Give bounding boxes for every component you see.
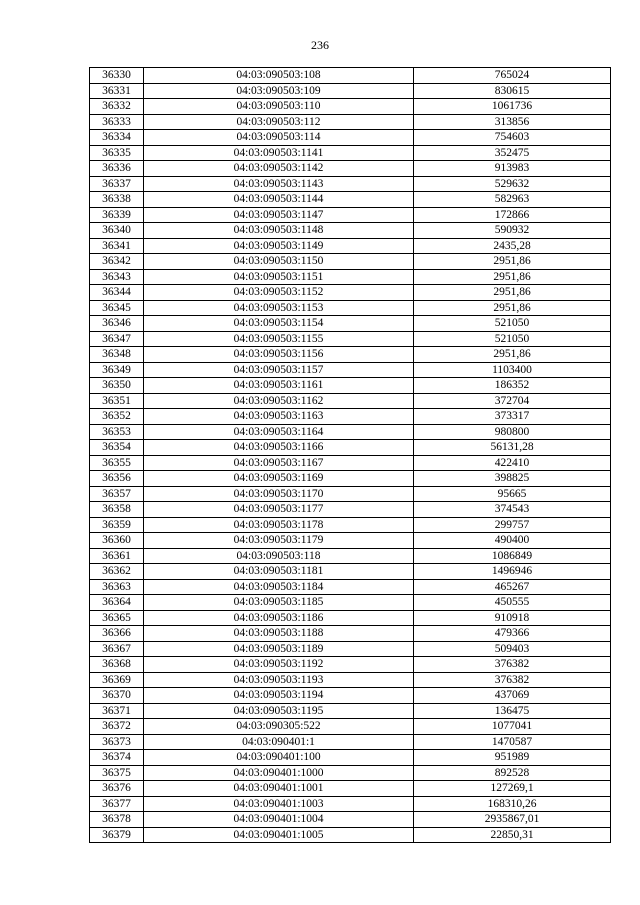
cadastral-value-cell: 521050 [414,316,611,332]
row-number-cell: 36351 [90,393,144,409]
cadastral-number-cell: 04:03:090503:1192 [144,657,414,673]
row-number-cell: 36364 [90,595,144,611]
cadastral-number-cell: 04:03:090503:1177 [144,502,414,518]
table-row [90,83,611,99]
cadastral-number-cell: 04:03:090503:1179 [144,533,414,549]
row-number-cell: 36360 [90,533,144,549]
cadastral-number-cell: 04:03:090503:1194 [144,688,414,704]
row-number-cell: 36365 [90,610,144,626]
table-row [90,502,611,518]
table-row [90,176,611,192]
cadastral-value-cell: 352475 [414,145,611,161]
row-number-cell: 36347 [90,331,144,347]
table-row [90,548,611,564]
table-row [90,827,611,843]
table-row [90,765,611,781]
row-number-cell: 36348 [90,347,144,363]
cadastral-number-cell: 04:03:090503:1166 [144,440,414,456]
table-row [90,781,611,797]
table-row [90,223,611,239]
cadastral-value-cell: 2951,86 [414,285,611,301]
table-row [90,269,611,285]
cadastral-value-cell: 1103400 [414,362,611,378]
table-row [90,254,611,270]
table-row [90,688,611,704]
cadastral-value-cell: 299757 [414,517,611,533]
table-body [90,68,611,843]
table-row [90,362,611,378]
cadastral-number-cell: 04:03:090503:1156 [144,347,414,363]
cadastral-value-cell: 372704 [414,393,611,409]
cadastral-value-cell: 374543 [414,502,611,518]
row-number-cell: 36344 [90,285,144,301]
row-number-cell: 36342 [90,254,144,270]
row-number-cell: 36379 [90,827,144,843]
cadastral-number-cell: 04:03:090503:1188 [144,626,414,642]
table-row [90,750,611,766]
row-number-cell: 36332 [90,99,144,115]
cadastral-value-cell: 136475 [414,703,611,719]
row-number-cell: 36378 [90,812,144,828]
cadastral-value-cell: 422410 [414,455,611,471]
table-row [90,331,611,347]
cadastral-number-cell: 04:03:090503:1195 [144,703,414,719]
cadastral-value-cell: 56131,28 [414,440,611,456]
cadastral-value-cell: 2951,86 [414,254,611,270]
table-row [90,393,611,409]
row-number-cell: 36370 [90,688,144,704]
table-row [90,657,611,673]
cadastral-number-cell: 04:03:090503:1178 [144,517,414,533]
table-row [90,610,611,626]
row-number-cell: 36361 [90,548,144,564]
cadastral-value-cell: 910918 [414,610,611,626]
cadastral-value-cell: 437069 [414,688,611,704]
row-number-cell: 36345 [90,300,144,316]
cadastral-value-cell: 521050 [414,331,611,347]
table-row [90,471,611,487]
cadastral-value-cell: 172866 [414,207,611,223]
cadastral-value-cell: 127269,1 [414,781,611,797]
cadastral-value-cell: 582963 [414,192,611,208]
table-row [90,486,611,502]
cadastral-value-cell: 1077041 [414,719,611,735]
cadastral-value-cell: 490400 [414,533,611,549]
row-number-cell: 36339 [90,207,144,223]
cadastral-number-cell: 04:03:090503:114 [144,130,414,146]
table-row [90,672,611,688]
cadastral-number-cell: 04:03:090503:1189 [144,641,414,657]
cadastral-number-cell: 04:03:090503:112 [144,114,414,130]
row-number-cell: 36374 [90,750,144,766]
table-row [90,564,611,580]
table-row [90,145,611,161]
cadastral-number-cell: 04:03:090503:1150 [144,254,414,270]
cadastral-value-cell: 765024 [414,68,611,84]
table-row [90,161,611,177]
cadastral-number-cell: 04:03:090401:1005 [144,827,414,843]
cadastral-number-cell: 04:03:090503:1153 [144,300,414,316]
cadastral-value-cell: 509403 [414,641,611,657]
cadastral-value-cell: 529632 [414,176,611,192]
cadastral-number-cell: 04:03:090503:109 [144,83,414,99]
table-row [90,347,611,363]
cadastral-number-cell: 04:03:090503:1151 [144,269,414,285]
cadastral-value-cell: 376382 [414,657,611,673]
cadastral-value-cell: 951989 [414,750,611,766]
cadastral-value-cell: 398825 [414,471,611,487]
cadastral-number-cell: 04:03:090503:1142 [144,161,414,177]
row-number-cell: 36354 [90,440,144,456]
cadastral-value-table [89,67,611,843]
cadastral-number-cell: 04:03:090503:1164 [144,424,414,440]
row-number-cell: 36369 [90,672,144,688]
cadastral-value-cell: 980800 [414,424,611,440]
row-number-cell: 36346 [90,316,144,332]
row-number-cell: 36340 [90,223,144,239]
cadastral-number-cell: 04:03:090503:1161 [144,378,414,394]
table-row [90,192,611,208]
cadastral-number-cell: 04:03:090503:108 [144,68,414,84]
cadastral-value-cell: 479366 [414,626,611,642]
cadastral-number-cell: 04:03:090503:1162 [144,393,414,409]
row-number-cell: 36352 [90,409,144,425]
cadastral-value-cell: 373317 [414,409,611,425]
cadastral-number-cell: 04:03:090503:1152 [144,285,414,301]
cadastral-value-cell: 590932 [414,223,611,239]
table-row [90,641,611,657]
cadastral-number-cell: 04:03:090503:1155 [144,331,414,347]
row-number-cell: 36341 [90,238,144,254]
cadastral-number-cell: 04:03:090503:1154 [144,316,414,332]
cadastral-value-cell: 376382 [414,672,611,688]
table-row [90,796,611,812]
row-number-cell: 36350 [90,378,144,394]
cadastral-value-cell: 892528 [414,765,611,781]
row-number-cell: 36366 [90,626,144,642]
cadastral-number-cell: 04:03:090401:1000 [144,765,414,781]
cadastral-value-cell: 2951,86 [414,347,611,363]
row-number-cell: 36356 [90,471,144,487]
cadastral-number-cell: 04:03:090503:1141 [144,145,414,161]
cadastral-number-cell: 04:03:090503:1193 [144,672,414,688]
row-number-cell: 36334 [90,130,144,146]
table-row [90,285,611,301]
cadastral-number-cell: 04:03:090503:1167 [144,455,414,471]
cadastral-value-cell: 1061736 [414,99,611,115]
table-row [90,626,611,642]
cadastral-number-cell: 04:03:090503:1163 [144,409,414,425]
row-number-cell: 36377 [90,796,144,812]
table-row [90,99,611,115]
cadastral-number-cell: 04:03:090503:1169 [144,471,414,487]
row-number-cell: 36353 [90,424,144,440]
cadastral-value-cell: 313856 [414,114,611,130]
page-number: 236 [311,38,329,52]
cadastral-number-cell: 04:03:090503:110 [144,99,414,115]
table-row [90,440,611,456]
cadastral-number-cell: 04:03:090305:522 [144,719,414,735]
row-number-cell: 36357 [90,486,144,502]
cadastral-number-cell: 04:03:090503:118 [144,548,414,564]
row-number-cell: 36367 [90,641,144,657]
row-number-cell: 36372 [90,719,144,735]
table-row [90,316,611,332]
cadastral-value-cell: 22850,31 [414,827,611,843]
cadastral-value-cell: 1496946 [414,564,611,580]
cadastral-number-cell: 04:03:090503:1157 [144,362,414,378]
cadastral-value-cell: 2935867,01 [414,812,611,828]
row-number-cell: 36371 [90,703,144,719]
cadastral-number-cell: 04:03:090503:1170 [144,486,414,502]
cadastral-value-cell: 168310,26 [414,796,611,812]
cadastral-number-cell: 04:03:090503:1184 [144,579,414,595]
table-row [90,455,611,471]
cadastral-number-cell: 04:03:090401:1004 [144,812,414,828]
cadastral-number-cell: 04:03:090401:100 [144,750,414,766]
row-number-cell: 36376 [90,781,144,797]
table-row [90,114,611,130]
table-row [90,300,611,316]
cadastral-number-cell: 04:03:090503:1181 [144,564,414,580]
table-row [90,207,611,223]
row-number-cell: 36331 [90,83,144,99]
row-number-cell: 36373 [90,734,144,750]
table-row [90,734,611,750]
cadastral-number-cell: 04:03:090503:1185 [144,595,414,611]
row-number-cell: 36362 [90,564,144,580]
row-number-cell: 36330 [90,68,144,84]
table-row [90,68,611,84]
row-number-cell: 36335 [90,145,144,161]
row-number-cell: 36333 [90,114,144,130]
cadastral-number-cell: 04:03:090503:1144 [144,192,414,208]
row-number-cell: 36359 [90,517,144,533]
row-number-cell: 36343 [90,269,144,285]
cadastral-number-cell: 04:03:090503:1147 [144,207,414,223]
table-row [90,703,611,719]
table-row [90,424,611,440]
cadastral-number-cell: 04:03:090503:1148 [144,223,414,239]
row-number-cell: 36363 [90,579,144,595]
row-number-cell: 36349 [90,362,144,378]
row-number-cell: 36338 [90,192,144,208]
cadastral-number-cell: 04:03:090401:1 [144,734,414,750]
table-row [90,378,611,394]
table-row [90,719,611,735]
cadastral-value-cell: 186352 [414,378,611,394]
cadastral-value-cell: 754603 [414,130,611,146]
table-row [90,595,611,611]
table-row [90,238,611,254]
cadastral-value-cell: 830615 [414,83,611,99]
row-number-cell: 36375 [90,765,144,781]
cadastral-value-cell: 2951,86 [414,269,611,285]
row-number-cell: 36355 [90,455,144,471]
row-number-cell: 36358 [90,502,144,518]
cadastral-value-cell: 95665 [414,486,611,502]
cadastral-value-cell: 1086849 [414,548,611,564]
table-row [90,533,611,549]
cadastral-number-cell: 04:03:090401:1003 [144,796,414,812]
cadastral-number-cell: 04:03:090503:1143 [144,176,414,192]
table-row [90,812,611,828]
row-number-cell: 36337 [90,176,144,192]
table-row [90,579,611,595]
cadastral-value-cell: 2435,28 [414,238,611,254]
cadastral-number-cell: 04:03:090503:1186 [144,610,414,626]
cadastral-value-cell: 913983 [414,161,611,177]
table-row [90,517,611,533]
cadastral-number-cell: 04:03:090503:1149 [144,238,414,254]
table-row [90,409,611,425]
table-row [90,130,611,146]
cadastral-value-cell: 2951,86 [414,300,611,316]
row-number-cell: 36336 [90,161,144,177]
cadastral-value-cell: 465267 [414,579,611,595]
cadastral-number-cell: 04:03:090401:1001 [144,781,414,797]
cadastral-value-cell: 450555 [414,595,611,611]
cadastral-value-cell: 1470587 [414,734,611,750]
row-number-cell: 36368 [90,657,144,673]
